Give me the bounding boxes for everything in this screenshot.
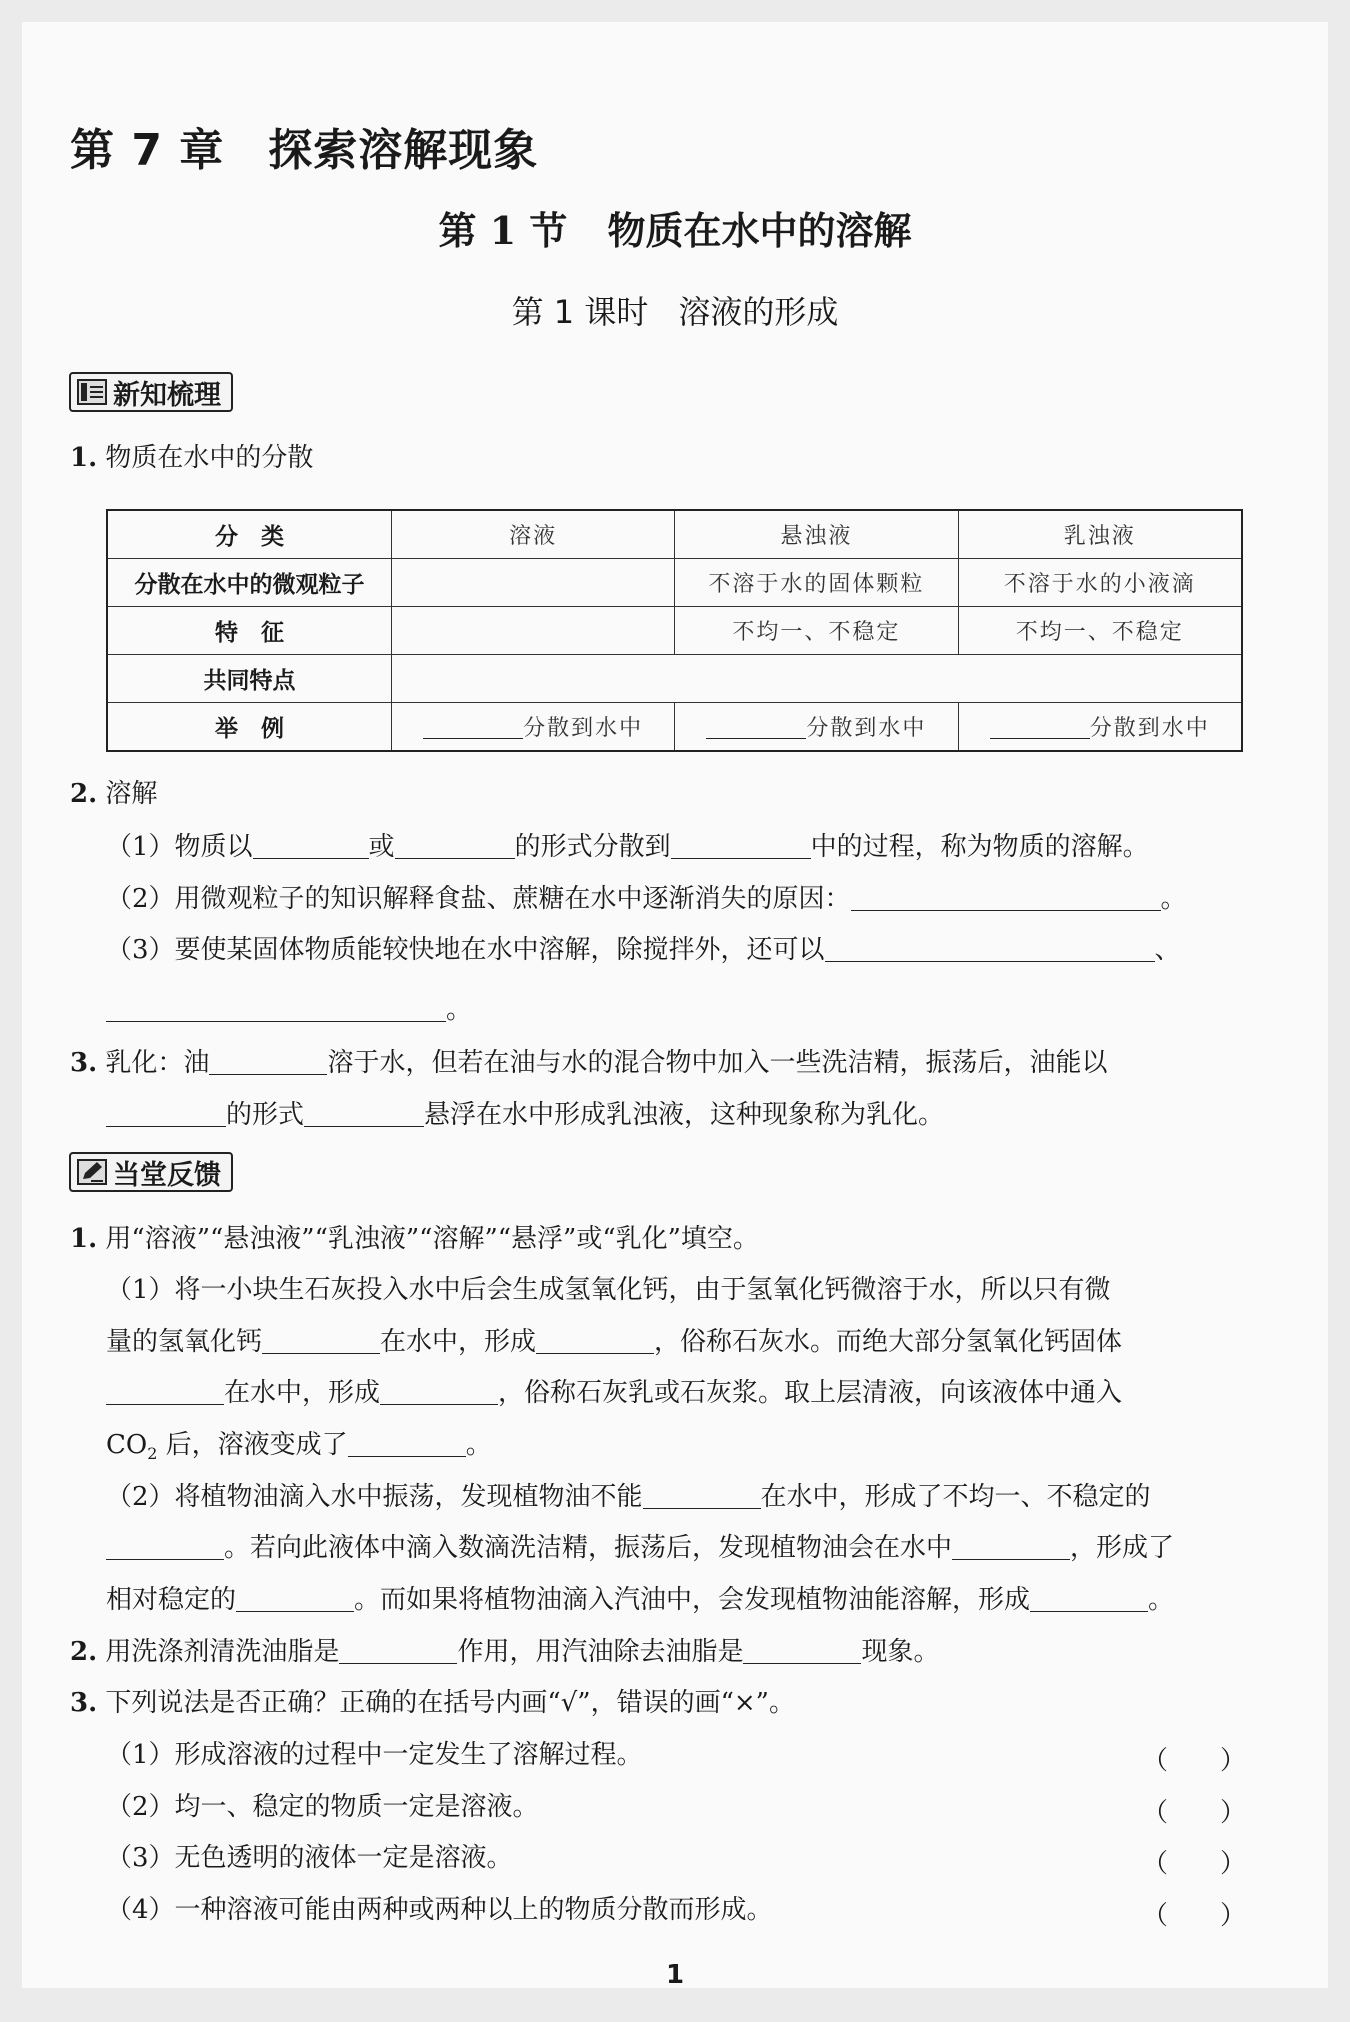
answer-paren[interactable]: （ ）	[1142, 1798, 1247, 1828]
text: 悬浮在水中形成乳浊液，这种现象称为乳化。	[424, 1100, 945, 1130]
cell-text: 分散到水中	[806, 716, 927, 741]
text: 在水中，形成	[224, 1378, 381, 1408]
f2-line	[70, 1639, 939, 1665]
text: 。而如果将植物油滴入汽油中，会发现植物油能溶解，形成	[354, 1585, 1031, 1615]
table-header-cell: 分 类	[107, 510, 392, 559]
text: 的形式分散到	[514, 832, 671, 862]
text: 的形式	[226, 1100, 305, 1130]
dispersion-table	[106, 509, 1243, 752]
question-text: 用“溶液”“悬浊液”“乳浊液”“溶解”“悬浮”或“乳化”填空。	[105, 1224, 759, 1254]
k2-q2	[106, 886, 1187, 912]
lesson-number: 第 1 课时	[511, 293, 649, 331]
table-cell: 不均一、不稳定	[675, 607, 958, 655]
answer-blank[interactable]	[825, 939, 1155, 962]
f1-p1-line2	[106, 1329, 1122, 1355]
table-row	[107, 559, 1242, 607]
f1-p2-line2	[106, 1535, 1174, 1561]
chapter-heading	[70, 114, 538, 178]
section-heading	[22, 200, 1328, 255]
answer-blank[interactable]	[209, 1052, 327, 1075]
question-text: 下列说法是否正确？正确的在括号内画“√”，错误的画“×”。	[105, 1688, 795, 1718]
book-icon	[77, 379, 107, 405]
question-text: 物质在水中的分散	[105, 443, 314, 473]
text: 中的过程，称为物质的溶解。	[810, 832, 1149, 862]
table-cell: 不溶于水的固体颗粒	[675, 559, 958, 607]
text: 相对稳定的	[106, 1585, 237, 1615]
answer-blank[interactable]	[743, 1641, 861, 1664]
answer-blank[interactable]	[671, 836, 811, 859]
answer-cell[interactable]	[392, 607, 675, 655]
answer-blank[interactable]	[706, 716, 806, 739]
f1-p2-line3	[106, 1587, 1174, 1613]
page-number: 1	[665, 1960, 685, 1990]
answer-blank[interactable]	[106, 1382, 224, 1405]
text: 用洗涤剂清洗油脂是	[105, 1637, 340, 1667]
text: ，俗称石灰乳或石灰浆。取上层清液，向该液体中通入	[498, 1378, 1123, 1408]
row-label: 共同特点	[107, 655, 392, 703]
example-cell	[392, 703, 675, 752]
list-item: （3）无色透明的液体一定是溶液。	[106, 1843, 513, 1873]
lesson-heading	[22, 287, 1328, 333]
example-cell	[958, 703, 1242, 752]
text: 。	[1148, 1585, 1175, 1615]
text: 溶于水，但若在油与水的混合物中加入一些洗洁精，振荡后，油能以	[327, 1048, 1108, 1078]
answer-blank[interactable]	[643, 1486, 761, 1509]
table-row	[107, 703, 1242, 752]
table-header-row	[107, 510, 1242, 559]
chapter-number: 第 7 章	[70, 125, 225, 176]
text: ，俗称石灰水。而绝大部分氢氧化钙固体	[654, 1327, 1123, 1357]
answer-blank[interactable]	[395, 836, 515, 859]
co2-formula: CO	[106, 1430, 148, 1460]
tag-label: 新知梳理	[113, 379, 221, 411]
row-label: 特 征	[107, 607, 392, 655]
answer-cell[interactable]	[392, 655, 1243, 703]
question-number: 2.	[70, 1637, 98, 1667]
text: 。若向此液体中滴入数滴洗洁精，振荡后，发现植物油会在水中	[224, 1533, 953, 1563]
f3-heading	[70, 1690, 795, 1716]
answer-blank[interactable]	[348, 1434, 466, 1457]
answer-blank[interactable]	[423, 716, 523, 739]
answer-blank[interactable]	[106, 1104, 226, 1127]
question-number: 3.	[70, 1048, 98, 1078]
text: （2）将植物油滴入水中振荡，发现植物油不能	[106, 1482, 643, 1512]
list-item: （1）形成溶液的过程中一定发生了溶解过程。	[106, 1740, 643, 1770]
answer-blank[interactable]	[262, 1331, 380, 1354]
text: 在水中，形成	[380, 1327, 537, 1357]
table-header-cell: 溶液	[392, 510, 675, 559]
f1-p1-line3	[106, 1380, 1122, 1406]
answer-blank[interactable]	[253, 836, 369, 859]
row-label: 举 例	[107, 703, 392, 752]
text: （2）用微观粒子的知识解释食盐、蔗糖在水中逐渐消失的原因：	[106, 884, 851, 914]
cell-text: 分散到水中	[1089, 716, 1210, 741]
text: 或	[368, 832, 395, 862]
worksheet-page	[22, 22, 1328, 1988]
table-row	[107, 655, 1242, 703]
new-knowledge-tag	[69, 372, 233, 412]
k2-q3-cont	[106, 997, 472, 1023]
example-cell	[675, 703, 958, 752]
cell-text: 分散到水中	[523, 716, 644, 741]
answer-blank[interactable]	[236, 1589, 354, 1612]
co2-subscript: 2	[147, 1444, 158, 1464]
text: 。	[446, 995, 473, 1025]
k3-line1	[70, 1050, 1107, 1076]
answer-paren[interactable]: （ ）	[1142, 1901, 1247, 1931]
text: 在水中，形成了不均一、不稳定的	[760, 1482, 1151, 1512]
row-label: 分散在水中的微观粒子	[107, 559, 392, 607]
text: 后，溶液变成了	[165, 1430, 348, 1460]
text: （3）要使某固体物质能较快地在水中溶解，除搅拌外，还可以	[106, 935, 825, 965]
table-cell: 不溶于水的小液滴	[958, 559, 1242, 607]
text: ，形成了	[1070, 1533, 1175, 1563]
text: 作用，用汽油除去油脂是	[457, 1637, 744, 1667]
f1-p2-line1	[106, 1484, 1151, 1510]
table-row	[107, 607, 1242, 655]
k3-line2	[106, 1102, 944, 1128]
answer-blank[interactable]	[106, 1537, 224, 1560]
answer-blank[interactable]	[106, 999, 446, 1022]
chapter-title: 探索溶解现象	[268, 125, 539, 176]
answer-blank[interactable]	[990, 716, 1090, 739]
section-title: 物质在水中的溶解	[607, 208, 912, 253]
answer-blank[interactable]	[339, 1641, 457, 1664]
answer-blank[interactable]	[952, 1537, 1070, 1560]
question-text: 溶解	[105, 779, 158, 809]
question-number: 1.	[70, 443, 98, 473]
text: 现象。	[861, 1637, 940, 1667]
text: 。	[465, 1430, 492, 1460]
pencil-note-icon	[77, 1159, 107, 1185]
f1-p1-line4	[106, 1432, 492, 1462]
text: （1）物质以	[106, 832, 253, 862]
answer-paren[interactable]: （ ）	[1142, 1849, 1247, 1879]
text: 。	[1160, 884, 1187, 914]
answer-blank[interactable]	[1030, 1589, 1148, 1612]
answer-cell[interactable]	[392, 559, 675, 607]
text: 、	[1154, 935, 1181, 965]
lesson-title: 溶液的形成	[678, 293, 839, 331]
f1-p1-line1	[106, 1277, 1111, 1303]
k2-q3	[106, 937, 1181, 963]
f1-heading	[70, 1226, 759, 1252]
table-cell: 不均一、不稳定	[958, 607, 1242, 655]
question-number: 1.	[70, 1224, 98, 1254]
text: 量的氢氧化钙	[106, 1327, 263, 1357]
text: 乳化：油	[105, 1048, 210, 1078]
k2-q1	[106, 834, 1149, 860]
list-item: （2）均一、稳定的物质一定是溶液。	[106, 1792, 539, 1822]
tag-label: 当堂反馈	[113, 1159, 221, 1191]
table-header-cell: 悬浊液	[675, 510, 958, 559]
answer-paren[interactable]: （ ）	[1142, 1746, 1247, 1776]
answer-blank[interactable]	[536, 1331, 654, 1354]
answer-blank[interactable]	[380, 1382, 498, 1405]
feedback-tag	[69, 1152, 233, 1192]
k1-heading	[70, 445, 313, 471]
text: （1）将一小块生石灰投入水中后会生成氢氧化钙，由于氢氧化钙微溶于水，所以只有微	[106, 1275, 1111, 1305]
k2-heading	[70, 781, 157, 807]
question-number: 3.	[70, 1688, 98, 1718]
list-item: （4）一种溶液可能由两种或两种以上的物质分散而形成。	[106, 1895, 773, 1925]
section-number: 第 1 节	[438, 208, 568, 253]
answer-blank[interactable]	[304, 1104, 424, 1127]
answer-blank[interactable]	[851, 888, 1161, 911]
table-header-cell: 乳浊液	[958, 510, 1242, 559]
question-number: 2.	[70, 779, 98, 809]
